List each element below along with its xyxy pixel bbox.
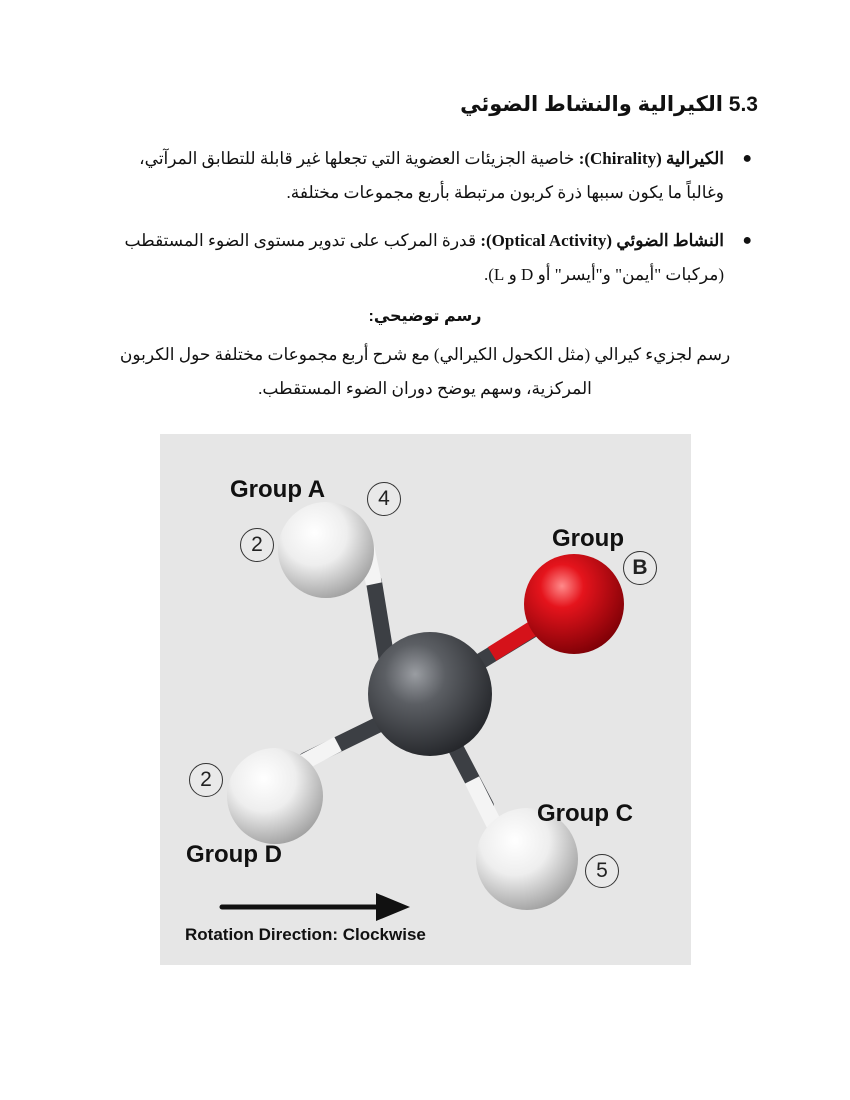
- rotation-arrow-icon: [222, 893, 410, 921]
- section-heading: 5.3 الكيرالية والنشاط الضوئي: [460, 93, 758, 116]
- group-c-label: Group C: [537, 800, 633, 827]
- group-a-label: Group A: [230, 476, 326, 503]
- definition-list: [98, 142, 758, 306]
- rotation-direction-label: Rotation Direction: Clockwise: [185, 925, 426, 944]
- optical-activity-definition: قدرة المركب على تدوير مستوى الضوء المستقطب (مركبات "أيمن" و"أيسر" أو D و L).: [124, 231, 724, 284]
- hydrogen-atom-left: [227, 748, 323, 844]
- list-item: [98, 224, 758, 292]
- marker-top-right: 4: [367, 482, 401, 516]
- group-d-label: Group D: [186, 841, 282, 868]
- carbon-atom: [368, 632, 492, 756]
- list-item: [98, 142, 758, 210]
- optical-activity-term: النشاط الضوئي (Optical Activity):: [480, 231, 724, 250]
- chirality-definition: خاصية الجزيئات العضوية التي تجعلها غير قابلة للتطابق المرآتي، وغالباً ما يكون سببها ذرة كربون مرتبطة بأربع مجموعات مختلفة.: [139, 149, 724, 202]
- molecule-figure: [160, 434, 691, 965]
- chirality-term: الكيرالية (Chirality):: [578, 149, 724, 168]
- marker-top-left: 2: [240, 528, 274, 562]
- bullet-icon: ●: [742, 232, 752, 249]
- marker-b: B: [623, 551, 657, 585]
- marker-left: 2: [189, 763, 223, 797]
- oxygen-atom: [524, 554, 624, 654]
- group-b-label: Group: [552, 525, 624, 552]
- bullet-icon: ●: [742, 150, 752, 167]
- molecule-illustration: [160, 434, 691, 965]
- illustration-title: رسم توضيحي:: [368, 308, 482, 325]
- marker-bottom-right: 5: [585, 854, 619, 888]
- illustration-description: رسم لجزيء كيرالي (مثل الكحول الكيرالي) مع شرح أربع مجموعات مختلفة حول الكربون المركزية، وسهم يوضح دوران الضوء المستقطب.: [119, 345, 731, 398]
- hydrogen-atom-top: [278, 502, 374, 598]
